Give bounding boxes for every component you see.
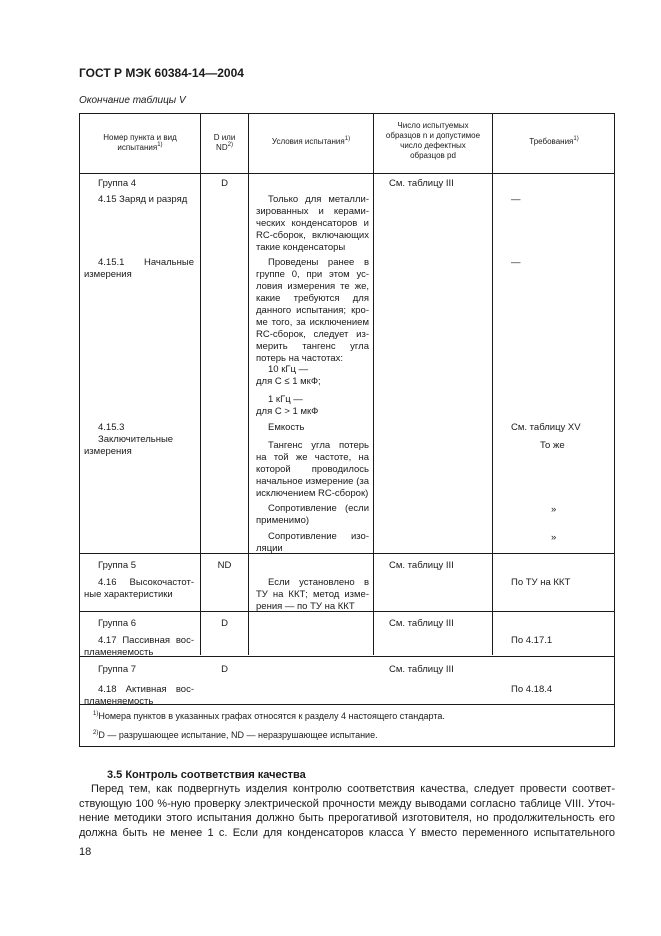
table-border-right <box>614 113 615 747</box>
paragraph-line-1: Перед тем, как подвергнуть изделия контролю соответствия качества, следует провести соответ- <box>91 783 615 795</box>
group4-dnd: D <box>221 178 228 189</box>
cond-4-15 <box>256 194 369 254</box>
cond-insulation <box>256 531 369 555</box>
item-4-15-1 <box>84 257 194 281</box>
cond-4-16-l2: ТУ на ККТ; метод изме- <box>256 589 369 600</box>
group7-samples: См. таблицу III <box>389 664 454 675</box>
table-border-left <box>79 113 80 747</box>
cond-capacitance: Емкость <box>268 422 305 433</box>
section-paragraph <box>79 782 615 840</box>
cond-resistance-l1: Сопротивление (если <box>268 503 369 514</box>
header-requirements-text: Требования <box>529 137 574 146</box>
group5-dnd: ND <box>217 560 232 571</box>
cond-4-16-l1: Если установлено в <box>268 577 369 588</box>
item-4-16-l2: ные характеристики <box>84 589 173 600</box>
header-dnd-line1: D или <box>213 133 236 142</box>
req-4-15: — <box>511 194 521 205</box>
req-4-15-1: — <box>511 257 521 268</box>
group6-name: Группа 6 <box>98 618 137 629</box>
cond-4-15-1-l1: Проведены ранее в <box>268 257 369 268</box>
footnote-2 <box>93 729 378 741</box>
cond-4-15-1-l2: группе 0, при этом ус- <box>256 269 369 280</box>
section-title: 3.5 Контроль соответствия качества <box>107 769 306 781</box>
item-4-18-l2: пламеняемость <box>84 696 154 707</box>
cond-4-15-l1: Только для металли- <box>268 194 369 205</box>
header-requirements <box>493 137 615 147</box>
group4-name: Группа 4 <box>98 178 137 189</box>
header-requirements-sup: 1) <box>573 136 579 142</box>
group5-samples: См. таблицу III <box>389 560 454 571</box>
header-conditions-text: Условия испытания <box>271 137 345 146</box>
cond-4-15-1-l6: ме того, за исключением <box>256 317 369 328</box>
col-divider-1 <box>200 113 201 655</box>
col-divider-4 <box>492 113 493 655</box>
cond-4-15-l2: зированных и керами- <box>256 206 369 217</box>
req-capacitance: См. таблицу XV <box>511 422 581 433</box>
item-4-15-1-l2: измерения <box>84 269 132 280</box>
item-4-15: 4.15 Заряд и разряд <box>98 194 188 205</box>
header-samples-line3: число дефектных <box>400 141 466 150</box>
group5-name: Группа 5 <box>98 560 137 571</box>
header-conditions <box>249 137 373 147</box>
req-4-17: По 4.17.1 <box>511 635 553 646</box>
cond-tangent-l4: начальное измерение (за <box>256 476 369 487</box>
cond-resistance <box>256 503 369 527</box>
cond-4-15-1-l7: RC-сборок, следует из- <box>256 329 369 340</box>
footnote-2-mark: 2) <box>93 730 99 736</box>
item-4-18 <box>84 684 194 708</box>
header-samples <box>374 121 492 161</box>
item-4-15-3-l2: измерения <box>84 446 132 457</box>
item-4-17-l2: пламеняемость <box>84 647 154 658</box>
item-4-17-l1: 4.17 Пассивная вос- <box>98 635 194 646</box>
table-border-bottom <box>79 746 615 747</box>
freq-1khz <box>256 394 369 418</box>
item-4-15-1-l1: 4.15.1 Начальные <box>98 257 194 268</box>
item-4-16 <box>84 577 194 601</box>
cond-4-15-l3: ческих конденсаторов и <box>256 218 369 229</box>
paragraph-line-4: должна быть не менее 1 с. Если для конденсаторов класса Y вместо переменного испытательного <box>79 826 615 839</box>
freq-1khz-l2: для C > 1 мкФ <box>256 406 319 417</box>
freq-10khz <box>256 364 369 388</box>
cond-4-15-1-l4: какие требуются для <box>256 293 369 304</box>
group6-samples: См. таблицу III <box>389 618 454 629</box>
cond-tangent-l1: Тангенс угла потерь <box>268 440 369 451</box>
table-v-continuation <box>79 113 615 747</box>
cond-insulation-l2: ляции <box>256 543 283 554</box>
item-4-17 <box>84 635 194 659</box>
cond-tangent <box>256 440 369 500</box>
col-divider-2 <box>248 113 249 655</box>
item-4-15-3 <box>84 422 200 458</box>
cond-4-16 <box>256 577 369 613</box>
page-number: 18 <box>79 846 92 858</box>
header-item-sup: 1) <box>157 142 163 148</box>
paragraph-line-3: нение методики этого испытания должно быть прерогативой изготовителя, но продолжительность его <box>79 812 615 824</box>
header-item <box>87 133 193 153</box>
cond-tangent-l3: которой проводилось <box>256 464 369 475</box>
group6-dnd: D <box>221 618 228 629</box>
cond-4-15-1-l9: потерь на частотах: <box>256 353 344 364</box>
footnote-1 <box>93 710 445 722</box>
group4-samples: См. таблицу III <box>389 178 454 189</box>
footnote-1-mark: 1) <box>93 711 99 717</box>
cond-4-16-l3: рения — по ТУ на ККТ <box>256 601 355 612</box>
table-caption: Окончание таблицы V <box>79 95 186 106</box>
item-4-18-l1: 4.18 Активная вос- <box>98 684 194 695</box>
header-dnd <box>201 133 248 153</box>
cond-tangent-l5: исключением RC-сборок) <box>256 488 369 499</box>
footnote-1-text: Номера пунктов в указанных графах относятся к разделу 4 настоящего стандарта. <box>98 711 445 721</box>
header-divider <box>79 173 615 174</box>
freq-10khz-l1: 10 кГц — <box>268 364 309 375</box>
group7-name: Группа 7 <box>98 664 137 675</box>
req-resistance: » <box>551 504 557 515</box>
req-insulation: » <box>551 532 557 543</box>
group7-dnd: D <box>221 664 228 675</box>
req-4-16: По ТУ на ККТ <box>511 577 571 588</box>
cond-4-15-1-l8: мерить тангенс угла <box>256 341 369 352</box>
header-conditions-sup: 1) <box>344 136 351 142</box>
header-samples-line4: образцов pd <box>410 151 456 160</box>
item-4-15-3-l1: 4.15.3 Заключительные <box>98 422 174 445</box>
cond-4-15-1 <box>256 257 369 365</box>
footnote-2-text: D — разрушающее испытание, ND — неразрушающее испытание. <box>98 730 378 740</box>
header-dnd-line2: ND <box>216 143 228 152</box>
header-samples-line2: образцов n и допустимое <box>385 131 481 140</box>
document-header: ГОСТ Р МЭК 60384-14—2004 <box>79 66 244 80</box>
header-dnd-sup: 2) <box>227 142 233 148</box>
req-4-18: По 4.18.4 <box>511 684 553 695</box>
cond-4-15-l5: такие конденсаторы <box>256 242 346 253</box>
cond-tangent-l2: на той же частоте, на <box>256 452 369 463</box>
freq-1khz-l1: 1 кГц — <box>268 394 303 405</box>
cond-4-15-1-l3: ловия измерения те же, <box>256 281 369 292</box>
col-divider-3 <box>373 113 374 655</box>
freq-10khz-l2: для C ≤ 1 мкФ; <box>256 376 321 387</box>
cond-4-15-1-l5: данного испытания; кро- <box>256 305 369 316</box>
item-4-16-l1: 4.16 Высокочастот- <box>98 577 194 588</box>
req-tangent: То же <box>540 440 565 451</box>
header-item-text: Номер пункта и вид испытания <box>103 133 177 152</box>
cond-insulation-l1: Сопротивление изо- <box>268 531 369 542</box>
cond-4-15-l4: RC-сборок, включающих <box>256 230 369 241</box>
cond-resistance-l2: применимо) <box>256 515 310 526</box>
paragraph-line-2: ствующую 100 %-ную проверку электрической прочности между выводами согласно таблице VIII. Уточ- <box>79 797 615 810</box>
table-border-top <box>79 113 615 114</box>
header-samples-line1: Число испытуемых <box>397 121 469 130</box>
